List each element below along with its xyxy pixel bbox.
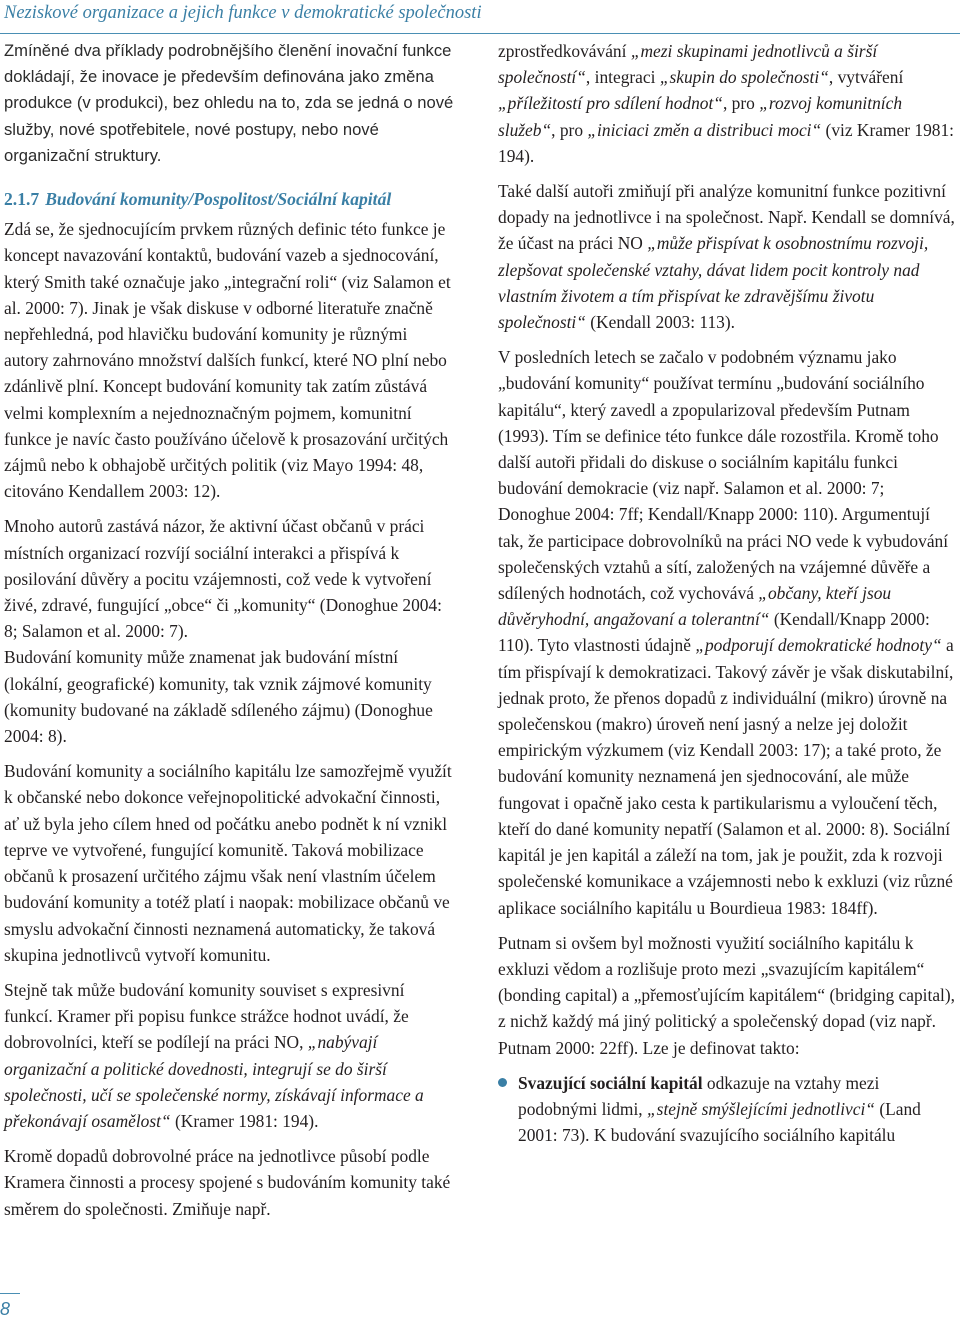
section-title: Budování komunity/Pospolitost/Sociální kapitál xyxy=(45,189,392,210)
text-run: odkazuje na vztahy mezi podobnými lidmi, xyxy=(518,1072,880,1119)
text-run: Stejně tak může budování komunity souviset s expresivní funkcí. Kramer při popisu funkce strážce hodnot uvádí, že dobrovolníci, kteří se podílejí na práci NO, xyxy=(4,979,409,1053)
italic-quote: „může přispívat k osobnostnímu rozvoji, zlepšovat společenské vztahy, dávat lidem pocit kontroly nad vlastním životem a tím přispívat ke zdravějšímu životu společnosti“ xyxy=(498,233,929,333)
italic-quote: „příležitostí pro sdílení hodnot“ xyxy=(498,93,723,114)
paragraph xyxy=(498,178,956,335)
italic-quote: „rozvoj komunitních služeb“ xyxy=(498,93,903,140)
text-run: , vytváření xyxy=(828,67,904,88)
paragraph: Mnoho autorů zastává názor, že aktivní účast občanů v práci místních organizací rozvíjí sociální interakci a přispívá k posilování důvěry a pocitu vzájemnosti, což vede k vytvoření živé, zdravé, fungující „obce“ či „komunity“ (Donoghue 2004: 8; Salamon et al. 2000: 7). xyxy=(4,516,442,642)
italic-quote: „podporují demokratické hodnoty“ xyxy=(695,635,942,656)
text-run: (viz Kramer 1981: 194). xyxy=(498,119,955,166)
italic-quote: „nabývají organizační a politické dovednosti, integrují se do širší společnosti, učí se společenské normy, získávají informace a překonávají osamělost“ xyxy=(4,1032,424,1131)
text-run: , integraci xyxy=(585,67,660,88)
italic-quote: „iniciaci změn a distribuci moci“ xyxy=(587,119,822,140)
text-run: (Kendall 2003: 113). xyxy=(585,312,735,333)
italic-quote: „stejně smýšlejícími jednotlivci“ xyxy=(647,1098,875,1119)
text-run: (Kendall/Knapp 2000: 110). Tyto vlastnosti údajně xyxy=(498,609,930,656)
bullet-icon xyxy=(498,1078,507,1087)
text-run: V posledních letech se začalo v podobném významu jako „budování komunity“ používat termínu „budování sociálního kapitálu“, který zavedl a zpopularizoval především Putnam (1993). Tím se definice této funkce dále rozostřila. Kromě toho další autoři přidali do diskuse o sociálním kapitálu funkci budování demokracie (viz např. Salamon et al. 2000: 7; Donoghue 2004: 7ff; Kendall/Knapp 2000: 110). Argumentují tak, že participace dobrovolníků na práci NO vede k vybudování společenských vztahů a sítí, založených na vzájemné důvěře a sdílených hodnotách, což vychovává xyxy=(498,347,949,604)
text-run: Také další autoři zmiňují při analýze komunitní funkce pozitivní dopady na jednotlivce i na společnost. Např. Kendall se domnívá, že účast na práci NO xyxy=(498,181,955,254)
paragraph: Putnam si ovšem byl možnosti využití sociálního kapitálu k exkluzi vědom a rozlišuje proto mezi „svazujícím kapitálem“ (bonding capital) a „přemosťujícím kapitálem“ (bridging capital), z nichž každý má jiný politický a společenský dopad (viz např. Putnam 2000: 22ff). Lze je definovat takto: xyxy=(498,932,956,1058)
section-heading xyxy=(4,186,456,212)
text-run: zprostředkovávání xyxy=(498,41,631,61)
section-number: 2.1.7 xyxy=(4,189,40,210)
paragraph: Budování komunity může znamenat jak budování místní (lokální, geografické) komunity, tak vznik zájmové komunity (komunity budované na základě sdíleného zájmu) (Donoghue 2004: 8). xyxy=(4,647,433,747)
right-column xyxy=(498,38,956,1157)
paragraph xyxy=(498,344,956,920)
italic-quote: „mezi skupinami jednotlivců a širší společností“ xyxy=(498,41,878,88)
text-run: , pro xyxy=(722,93,760,114)
italic-quote: „skupin do společnosti“ xyxy=(659,67,829,88)
paragraph: Budování komunity a sociálního kapitálu lze samozřejmě využít k občanské nebo dokonce veřejnopolitické advokační činnosti, ať už byla jeho cílem hned od počátku anebo podnět k ní vznikl teprve ve vytvořené, fungující komunitě. Taková mobilizace občanů k prosazení určitého zájmu však není vlastním účelem budování komunity a totéž platí i naopak: mobilizace občanů ve smyslu advokační činnosti neznamená automaticky, že taková skupina jednotlivců vytvoří komunitu. xyxy=(4,761,452,965)
intro-paragraph: Zmíněné dva příklady podrobnějšího členění inovační funkce dokládají, že inovace je především definována jako změna produkce (v produkci), bez ohledu na to, zda se jedná o nové služby, nové spotřebitele, nové postupy, nebo nové organizační struktury. xyxy=(4,41,454,165)
bullet-item xyxy=(498,1070,956,1149)
left-column xyxy=(4,38,456,1231)
bullet-term: Svazující sociální kapitál xyxy=(518,1072,703,1093)
paragraph xyxy=(4,977,456,1134)
running-header-title: Neziskové organizace a jejich funkce v demokratické společnosti xyxy=(4,3,482,23)
italic-quote: „občany, kteří jsou důvěryhodní, angažovaní a tolerantní“ xyxy=(498,583,892,630)
paragraph: Zdá se, že sjednocujícím prvkem různých definic této funkce je koncept navazování kontaktů, budování vazeb a sjednocování, který Smith také označuje jako „integrační roli“ (viz Salamon et al. 2000: 7). Jinak je však diskuse v odborné literatuře značně nepřehledná, pod hlavičku budování komunity je různými autory zahrnováno množství dalších funkcí, které NO plní nebo zdánlivě plní. Koncept budování komunity tak zatím zůstává velmi komplexním a nejednoznačným pojmem, komunitní funkce je navíc často používáno účelově k prosazování určitých zájmů nebo k obhajobě určitých politik (viz Mayo 1994: 48, citováno Kendallem 2003: 12). xyxy=(4,219,451,502)
text-run: a tím přispívají k demokratizaci. Takový závěr je však diskutabilní, jednak proto, že přenos dopadů z individuální (mikro) úrovně na společenskou (makro) úroveň není jasný a nelze jej doložit empirickým výzkumem (viz Kendall 2003: 17); a také proto, že budování komunity neznamená jen sjednocování, ale může fungovat i opačně jako cesta k partikularismu a vyloučení těch, kteří do dané komunity nepatří (Salamon et al. 2000: 8). Sociální kapitál je jen kapitál a záleží na tom, jak je použit, zda k rozvoji společenské komunikace a vzájemnosti nebo k exkluzi (viz různé aplikace sociálního kapitálu u Bourdieua 1983: 184ff). xyxy=(498,635,954,918)
running-header xyxy=(0,0,960,34)
text-run: (Kramer 1981: 194). xyxy=(170,1110,319,1131)
text-run: , pro xyxy=(551,119,588,140)
text-run: (Land 2001: 73). K budování svazujícího sociálního kapitálu xyxy=(518,1098,921,1146)
page-number: 8 xyxy=(0,1299,11,1319)
paragraph xyxy=(498,38,956,169)
paragraph: Kromě dopadů dobrovolné práce na jednotlivce působí podle Kramera činnosti a procesy spojené s budováním komunity také směrem do společnosti. Zmiňuje např. xyxy=(4,1146,451,1219)
